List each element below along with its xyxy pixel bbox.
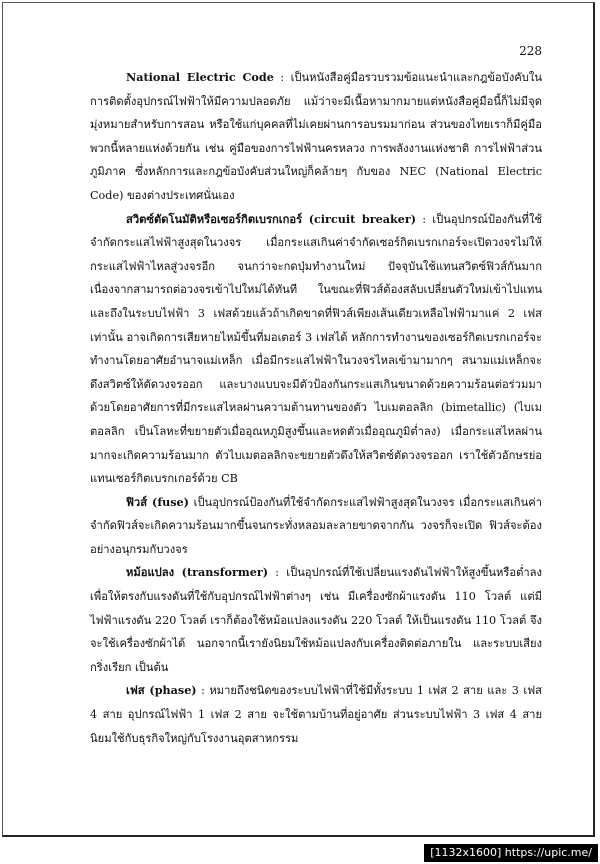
definition-circuit-breaker: : เป็นอุปกรณ์ป้องกันที่ใช้จำกัดกระแสไฟฟ้าสูงสุดในวงจร เมื่อกระแสเกินค่าจำกัดเซอร์กิตเบรกเกอร์จะเปิดวงจรไม่ให้กระแสไฟฟ้าไหลสู่วงจรอีก จนกว่าจะกดปุ่มทำงานใหม่ ปัจจุบันใช้แทนสวิตซ์ฟิวส์กันมาก เนื่องจากสามารถต่อวงจรเข้าไปใหม่ได้ทันที ในขณะที่ฟิวส์ต้องสลับเปลี่ยนตัวใหม่เข้าไปแทน และถึงในระบบไฟฟ้า 3 เฟสด้วยแล้วถ้าเกิดขาดที่ฟิวส์เพียงเส้นเดียวเหลือไฟฟ้ามาแค่ 2 เฟสเท่านั้น อาจเกิดการเสียหายไหม้ขึ้นที่มอเตอร์ 3 เฟสได้ หลักการทำงานของเซอร์กิตเบรกเกอร์จะทำงานโดยอาศัยอำนาจแม่เหล็ก เมื่อมีกระแสไฟฟ้าในวงจรไหลเข้ามามากๆ สนามแม่เหล็กจะดึงสวิตซ์ให้ตัดวงจรออก และบางแบบจะมีตัวป้องกันกระแสเกินขนาดด้วยความร้อนต่อร่วมมาด้วยโดยอาศัยการที่มีกระแสไหลผ่านความต้านทานของตัว ไบเมตอลลิก (bimetallic) (ไบเมตอลลิก เป็นโลหะที่ขยายตัวเมื่ออุณหภูมิสูงขึ้นและหดตัวเมื่ออุณภูมิต่ำลง) เมื่อกระแสไหลผ่านมากจะเกิดความร้อนมาก ตัวไบเมตอลลิกจะขยายตัวดึงให้สวิตซ์ตัดวงจรออก เราใช้ตัวอักษรย่อแทนเซอร์กิตเบรกเกอร์ด้วย CB [90,212,542,486]
paragraph-phase [90,679,542,750]
definition-fuse: เป็นอุปกรณ์ป้องกันที่ใช้จำกัดกระแสไฟฟ้าสูงสุดในวงจร เมื่อกระแสเกินค่าจำกัดฟิวส์จะเกิดความร้อนมากขึ้นจนกระทั่งหลอมละลายขาดจากกัน วงจรก็จะเปิด ฟิวส์จะต้องอย่างอนุกรมกับวงจร [90,495,542,556]
term-transformer: หม้อแปลง (transformer) [126,565,269,580]
body-text [90,66,542,750]
paragraph-fuse [90,491,542,562]
paragraph-transformer [90,561,542,679]
page-number: 228 [519,44,542,58]
image-host-watermark: [1132x1600] https://upic.me/ [424,844,598,862]
term-national-electric-code: National Electric Code [126,70,274,84]
term-phase: เฟส (phase) [126,683,197,698]
definition-national-electric-code: : เป็นหนังสือคู่มือรวบรวมข้อแนะนำและกฎข้อบังคับในการติดตั้งอุปกรณ์ไฟฟ้าให้มีความปลอดภัย แม้ว่าจะมีเนื้อหามากมายแต่หนังสือคู่มือนี้ก็ไม่มีจุดมุ่งหมายสำหรับการสอน หรือใช้แก่บุคคลที่ไม่เคยผ่านการอบรมมาก่อน ส่วนของไทยเราก็มีคู่มือพวกนี้หลายแห่งด้วยกัน เช่น คู่มือของการไฟฟ้านครหลวง การพลังงานแห่งชาติ การไฟฟ้าส่วนภูมิภาค ซึ่งหลักการและกฎข้อบังคับส่วนใหญ่ก็คล้ายๆ กับของ NEC (National Electric Code) ของต่างประเทศนั่นเอง [90,71,542,202]
paragraph-national-electric-code [90,66,542,208]
term-fuse: ฟิวส์ (fuse) [126,494,189,509]
definition-transformer: : เป็นอุปกรณ์ที่ใช้เปลี่ยนแรงดันไฟฟ้าให้สูงขึ้นหรือต่ำลง เพื่อให้ตรงกับแรงดันที่ใช้กับอุปกรณ์ไฟฟ้าต่างๆ เช่น มีเครื่องซักผ้าแรงดัน 110 โวลต์ แต่มีไฟฟ้าแรงดัน 220 โวลต์ เราก็ต้องใช้หม้อแปลงแรงดัน 220 โวลต์ ให้เป็นแรงดัน 110 โวลต์ จึงจะใช้เครื่องซักผ้าได้ นอกจากนี้เรายังนิยมใช้หม้อแปลงกับเครื่องติดต่อภายใน และระบบเสียงกริ่งเรียก เป็นต้น [90,566,542,674]
paragraph-circuit-breaker [90,208,542,491]
term-circuit-breaker: สวิตซ์ตัดโนมัติหรือเซอร์กิตเบรกเกอร์ (circuit breaker) [126,211,417,226]
definition-phase: : หมายถึงชนิดของระบบไฟฟ้าที่ใช้มีทั้งระบบ 1 เฟส 2 สาย และ 3 เฟส 4 สาย อุปกรณ์ไฟฟ้า 1 เฟส 2 สาย จะใช้ตามบ้านที่อยู่อาศัย ส่วนระบบไฟฟ้า 3 เฟส 4 สาย นิยมใช้กับธุรกิจใหญ่กับโรงงานอุตสาหกรรม [90,684,542,745]
